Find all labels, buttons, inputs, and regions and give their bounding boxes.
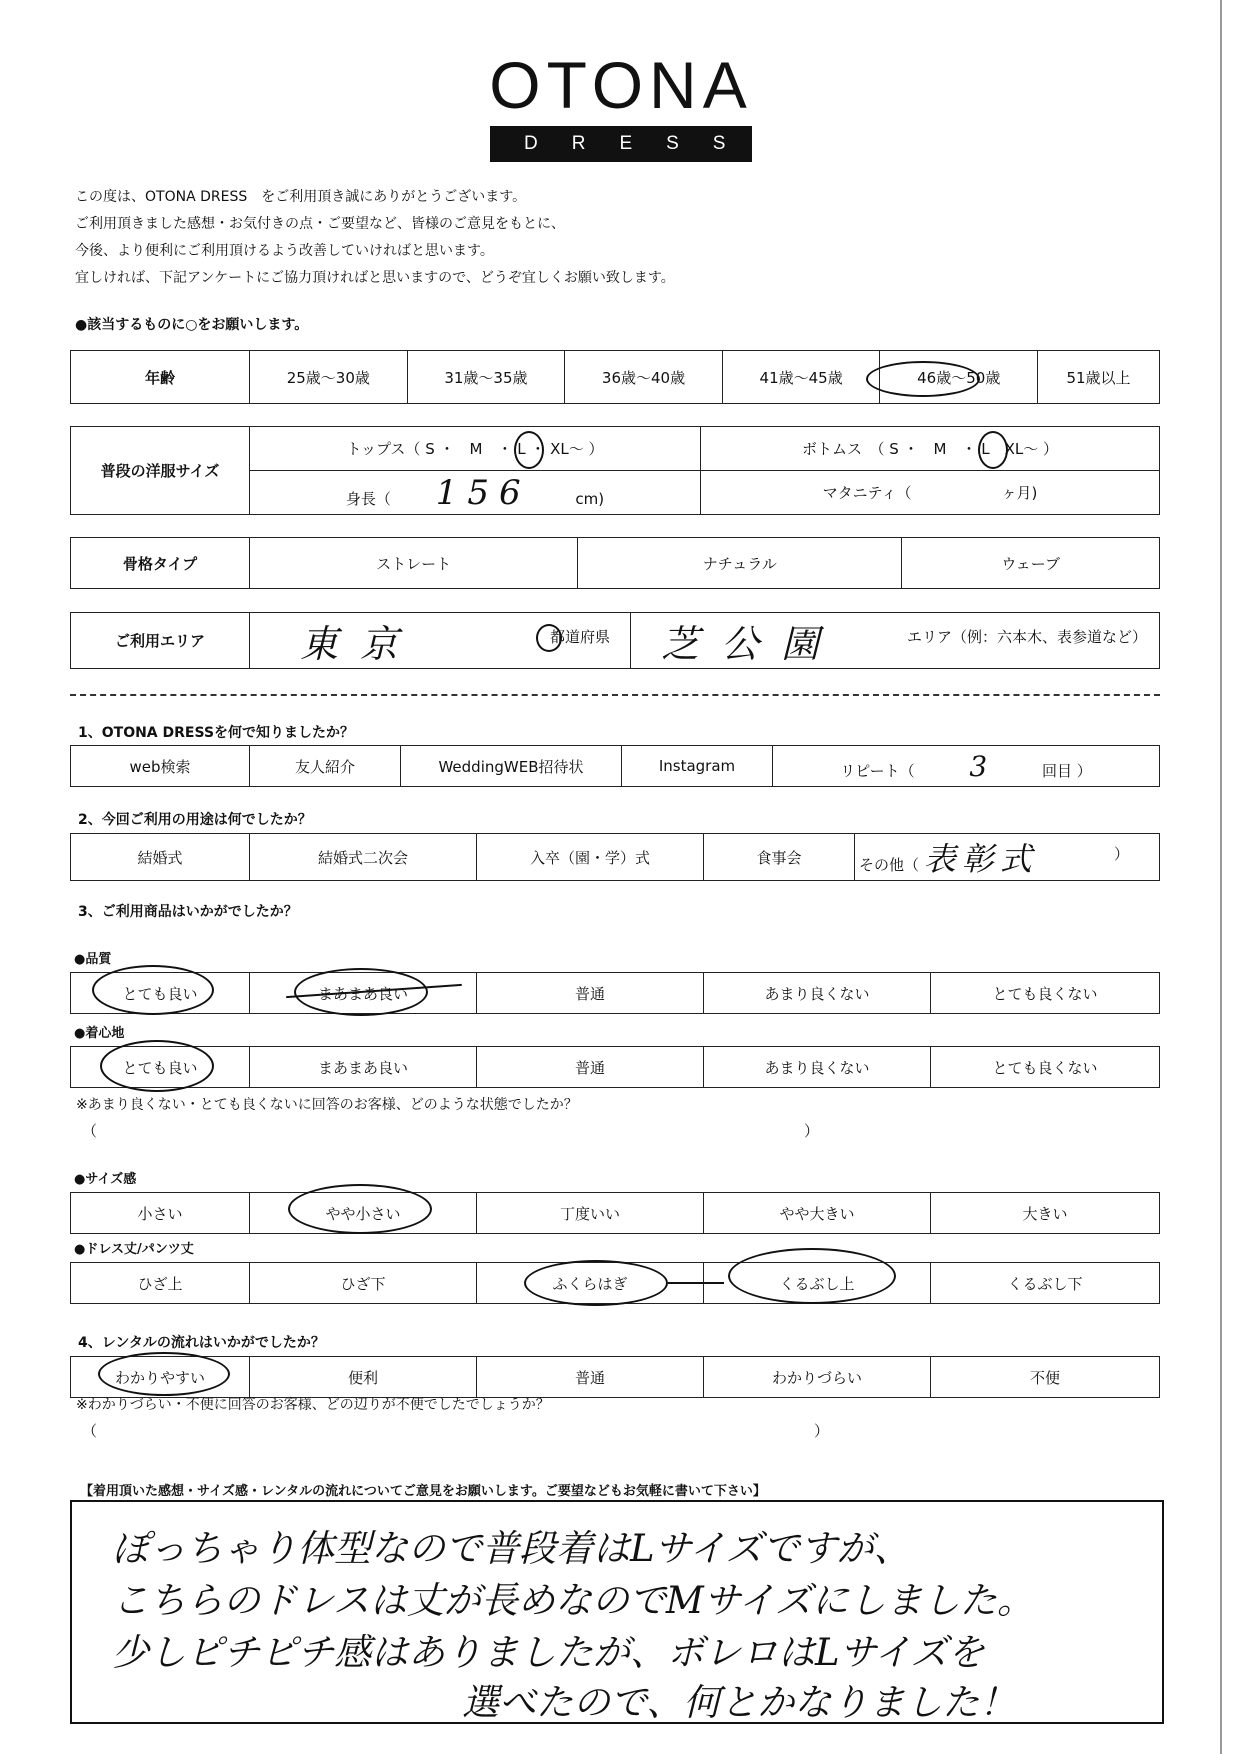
q3-title: 3、ご利用商品はいかがでしたか？ bbox=[78, 904, 298, 920]
q4-note: ※わかりづらい・不便に回答のお客様、どの辺りが不便でしたでしょうか？ bbox=[76, 1397, 550, 1413]
age-table bbox=[70, 350, 1160, 404]
age-option[interactable]: 31歳～35歳 bbox=[407, 351, 565, 404]
fit-label: ●サイズ感 bbox=[74, 1172, 137, 1187]
fit-option[interactable]: 大きい bbox=[931, 1193, 1160, 1234]
other-close: ） bbox=[1113, 845, 1129, 863]
q4-table bbox=[70, 1356, 1160, 1398]
fit-table bbox=[70, 1192, 1160, 1234]
fit-option[interactable]: やや小さい bbox=[250, 1193, 477, 1234]
logo-subtitle: DRESS bbox=[490, 126, 752, 162]
q4-title: 4、レンタルの流れはいかがでしたか？ bbox=[78, 1335, 325, 1351]
fit-option[interactable]: 丁度いい bbox=[477, 1193, 704, 1234]
tops-L-circle bbox=[514, 431, 544, 469]
size-label: 普段の洋服サイズ bbox=[71, 427, 250, 515]
age-selected-circle bbox=[866, 361, 980, 397]
body-type-option[interactable]: ナチュラル bbox=[578, 538, 902, 589]
q4-option[interactable]: 便利 bbox=[250, 1357, 477, 1398]
quality-selected-circle bbox=[92, 965, 214, 1015]
height-unit: cm) bbox=[575, 489, 605, 508]
q1-repeat-field[interactable] bbox=[773, 746, 1160, 787]
comfort-option[interactable]: あまり良くない bbox=[704, 1047, 931, 1088]
area-label: ご利用エリア bbox=[71, 613, 250, 669]
q2-other-field[interactable] bbox=[855, 834, 1160, 881]
q2-table bbox=[70, 833, 1160, 881]
quality-option[interactable]: とても良くない bbox=[931, 973, 1160, 1014]
intro-line: この度は、OTONA DRESS をご利用頂き誠にありがとうございます。 bbox=[75, 189, 527, 205]
length-option[interactable]: ひざ上 bbox=[71, 1263, 250, 1304]
intro-line: 宜しければ、下記アンケートにご協力頂ければと思いますので、どうぞ宜しくお願い致します。 bbox=[75, 270, 675, 286]
age-option[interactable]: 41歳～45歳 bbox=[722, 351, 880, 404]
prefecture-to-circle bbox=[536, 624, 562, 652]
comfort-option[interactable]: とても良くない bbox=[931, 1047, 1160, 1088]
q4-option[interactable]: 不便 bbox=[931, 1357, 1160, 1398]
dashed-separator bbox=[70, 694, 1160, 696]
area-example: エリア（例：六本木、表参道など） bbox=[906, 628, 1147, 646]
page-edge-rule bbox=[1220, 0, 1222, 1754]
q2-option[interactable]: 結婚式二次会 bbox=[250, 834, 477, 881]
maternity-field[interactable]: マタニティ（ ヶ月) bbox=[701, 471, 1160, 515]
bottoms-size-field[interactable]: ボトムス （ S ・ M ・ L XL～ ） bbox=[701, 427, 1160, 471]
age-option[interactable]: 36歳～40歳 bbox=[565, 351, 723, 404]
other-value: 表彰式 bbox=[923, 840, 1038, 878]
q4-selected-circle bbox=[98, 1352, 230, 1396]
tops-size-field[interactable]: トップス（ S ・ M ・ L ・ XL～ ） bbox=[250, 427, 701, 471]
other-label: その他（ bbox=[859, 856, 920, 874]
fit-option[interactable]: 小さい bbox=[71, 1193, 250, 1234]
height-value: 156 bbox=[435, 472, 531, 513]
comfort-answer-close: ） bbox=[804, 1122, 820, 1140]
comment-title: 【着用頂いた感想・サイズ感・レンタルの流れについてご意見をお願いします。ご要望などもお気軽に書いて下さい】 bbox=[80, 1484, 766, 1499]
comment-line: 少しピチピチ感はありましたが、ボレロはLサイズを bbox=[112, 1631, 985, 1674]
q1-table bbox=[70, 745, 1160, 787]
q4-answer-close: ） bbox=[814, 1422, 830, 1440]
comfort-answer-open[interactable]: （ bbox=[82, 1122, 98, 1140]
prefecture-field[interactable] bbox=[250, 613, 631, 669]
age-option-selected[interactable]: 46歳～50歳 bbox=[880, 351, 1038, 404]
comfort-option[interactable]: 普通 bbox=[477, 1047, 704, 1088]
body-type-label: 骨格タイプ bbox=[71, 538, 250, 589]
instruction: ●該当するものに○をお願いします。 bbox=[75, 317, 309, 333]
comfort-table bbox=[70, 1046, 1160, 1088]
comfort-option[interactable]: とても良い bbox=[71, 1047, 250, 1088]
age-option[interactable]: 51歳以上 bbox=[1038, 351, 1160, 404]
quality-option[interactable]: とても良い bbox=[71, 973, 250, 1014]
intro-line: ご利用頂きました感想・お気付きの点・ご要望など、皆様のご意見をもとに、 bbox=[75, 216, 565, 232]
q2-title: 2、今回ご利用の用途は何でしたか？ bbox=[78, 812, 312, 828]
comment-line: こちらのドレスは丈が長めなのでMサイズにしました。 bbox=[112, 1579, 1034, 1622]
body-type-option[interactable]: ウェーブ bbox=[902, 538, 1160, 589]
bottoms-L-circle bbox=[978, 431, 1008, 469]
q4-option[interactable]: わかりやすい bbox=[71, 1357, 250, 1398]
comfort-selected-circle bbox=[100, 1040, 214, 1092]
q1-option[interactable]: Instagram bbox=[622, 746, 773, 787]
area-field[interactable] bbox=[631, 613, 1160, 669]
quality-option[interactable]: まあまあ良い bbox=[250, 973, 477, 1014]
length-selected-circle-2 bbox=[728, 1248, 896, 1304]
logo-title: OTONA bbox=[489, 48, 753, 122]
repeat-label: リピート（ bbox=[840, 761, 915, 780]
comfort-option[interactable]: まあまあ良い bbox=[250, 1047, 477, 1088]
intro-line: 今後、より便利にご利用頂けるよう改善していければと思います。 bbox=[75, 243, 494, 259]
repeat-unit: 回目 ） bbox=[1042, 761, 1092, 780]
comment-line: ぽっちゃり体型なので普段着はLサイズですが、 bbox=[112, 1527, 911, 1570]
area-value: 芝公園 bbox=[661, 622, 842, 666]
body-type-table bbox=[70, 537, 1160, 589]
q1-option[interactable]: 友人紹介 bbox=[250, 746, 401, 787]
quality-option[interactable]: あまり良くない bbox=[704, 973, 931, 1014]
length-range-tilde bbox=[668, 1282, 724, 1284]
age-option[interactable]: 25歳～30歳 bbox=[250, 351, 408, 404]
length-label: ●ドレス丈/パンツ丈 bbox=[74, 1242, 194, 1257]
length-option[interactable]: ふくらはぎ bbox=[477, 1263, 704, 1304]
body-type-option[interactable]: ストレート bbox=[250, 538, 578, 589]
q1-option[interactable]: WeddingWEB招待状 bbox=[401, 746, 622, 787]
age-label: 年齢 bbox=[71, 351, 250, 404]
repeat-value: 3 bbox=[969, 749, 988, 783]
intro-text bbox=[75, 184, 675, 292]
q1-title: 1、OTONA DRESSを何で知りましたか？ bbox=[78, 725, 355, 741]
prefecture-label: 都道府県 bbox=[549, 628, 610, 646]
q4-option[interactable]: 普通 bbox=[477, 1357, 704, 1398]
q2-option[interactable]: 入卒（園・学）式 bbox=[477, 834, 704, 881]
comfort-note: ※あまり良くない・とても良くないに回答のお客様、どのような状態でしたか？ bbox=[76, 1097, 578, 1113]
comment-box[interactable] bbox=[70, 1500, 1164, 1724]
comment-line: 選べたので、何とかなりました！ bbox=[462, 1681, 1017, 1724]
fit-option[interactable]: やや大きい bbox=[704, 1193, 931, 1234]
quality-label: ●品質 bbox=[74, 952, 112, 967]
height-field[interactable] bbox=[250, 471, 701, 515]
q4-option[interactable]: わかりづらい bbox=[704, 1357, 931, 1398]
comfort-label: ●着心地 bbox=[74, 1026, 125, 1041]
length-option[interactable]: ひざ下 bbox=[250, 1263, 477, 1304]
quality-table bbox=[70, 972, 1160, 1014]
length-option[interactable]: くるぶし上 bbox=[704, 1263, 931, 1304]
area-table bbox=[70, 612, 1160, 669]
fit-selected-circle bbox=[288, 1184, 432, 1234]
length-option[interactable]: くるぶし下 bbox=[931, 1263, 1160, 1304]
prefecture-value: 東京 bbox=[300, 622, 421, 666]
height-label: 身長（ bbox=[345, 489, 391, 508]
q2-option[interactable]: 食事会 bbox=[704, 834, 855, 881]
q2-option[interactable]: 結婚式 bbox=[71, 834, 250, 881]
length-selected-circle-1 bbox=[524, 1260, 668, 1306]
q1-option[interactable]: web検索 bbox=[71, 746, 250, 787]
q4-answer-open[interactable]: （ bbox=[82, 1422, 98, 1440]
quality-option[interactable]: 普通 bbox=[477, 973, 704, 1014]
